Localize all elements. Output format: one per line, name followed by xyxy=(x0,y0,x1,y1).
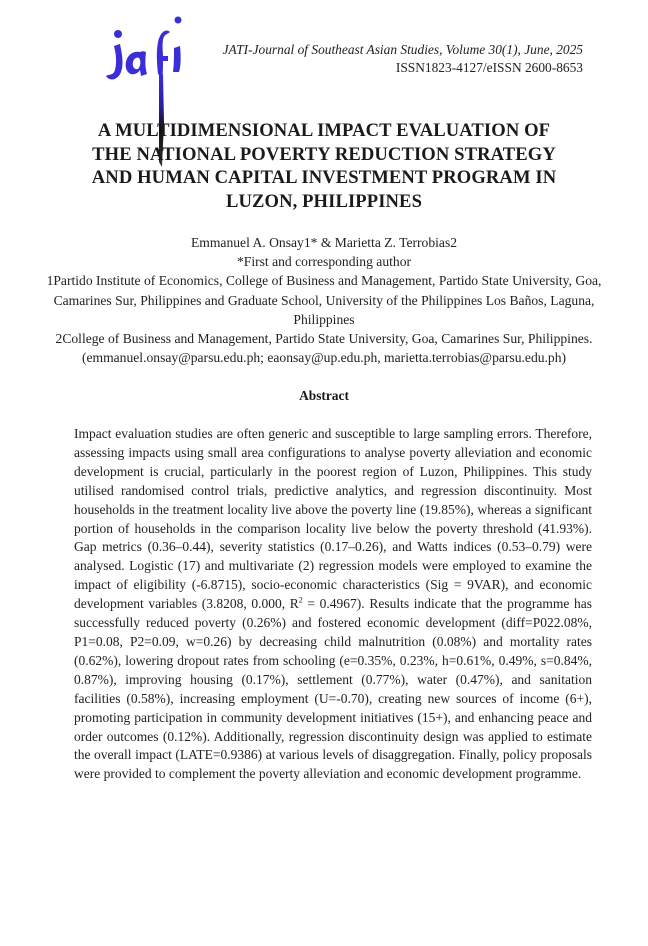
corresponding-author-note: *First and corresponding author xyxy=(236,254,412,270)
affiliation-1: 1Partido Institute of Economics, College of Business and Management, Partido State University, Goa, Camarines Sur, Philippines and Graduate School, University of the Philippines Los Baños, Laguna, Philippines xyxy=(46,273,602,327)
title-line: A MULTIDIMENSIONAL IMPACT EVALUATION OF xyxy=(97,120,551,141)
abstract-text-part1: Impact evaluation studies are often generic and susceptible to large sampling errors. Therefore, assessing impacts using small area configurations to analyse poverty alleviation and economic development is crucial, particularly in the poorest region of Luzon, Philippines. This study utilised randomised control trials, predictive analytics, and regression discontinuity. Most households in the treatment locality live above the poverty line (19.85%), whereas a significant portion of households in the comparison locality live below the poverty threshold (41.93%). Gap metrics (0.36–0.44), severity statistics (0.17–0.26), and Watts indices (0.53–0.79) were analysed. Logistic (17) and multivariate (2) regression models were employed to examine the impact of eligibility (-6.8715), socio-economic characteristics (Sig = 9VAR), and economic development variables (3.8208, 0.000, R xyxy=(74,426,592,612)
author-names: Emmanuel A. Onsay1* & Marietta Z. Terrobias2 xyxy=(190,235,458,250)
journal-issn: ISSN1823-4127/eISSN 2600-8653 xyxy=(395,60,583,75)
paper-title xyxy=(60,119,588,213)
title-line: AND HUMAN CAPITAL INVESTMENT PROGRAM IN xyxy=(91,167,557,188)
abstract-text-part2: = 0.4967). Results indicate that the programme has successfully reduced poverty (0.26%) and fostered economic development (diff=P022.08%, P1=0.08, P2=0.09, w=0.26) by decreasing child malnutrition (0.08%) and mortality rates (0.62%), lowering dropout rates from schooling (e=0.35%, 0.23%, h=0.61%, 0.49%, s=0.84%, 0.87%), improving housing (0.17%), settlement (0.77%), water (0.47%), and sanitation facilities (0.58%), increasing employment (U=-0.70), creating new sources of income (6+), promoting participation in community development initiatives (15+), and enhancing peace and order outcomes (0.12%). Additionally, regression discontinuity design was applied to estimate the overall impact (LATE=0.9386) at various levels of disaggregation. Finally, policy proposals were provided to complement the poverty alleviation and economic development programme. xyxy=(74,596,592,782)
abstract-text xyxy=(74,425,592,784)
title-line: THE NATIONAL POVERTY REDUCTION STRATEGY xyxy=(92,143,556,165)
abstract-heading: Abstract xyxy=(299,388,349,403)
title-line: LUZON, PHILIPPINES xyxy=(225,190,423,212)
journal-citation: JATI-Journal of Southeast Asian Studies, Volume 30(1), June, 2025 xyxy=(222,42,583,57)
affiliation-2: 2College of Business and Management, Partido State University, Goa, Camarines Sur, Philippines. (emmanuel.onsay@parsu.edu.ph; eaonsay@up.edu.ph, marietta.terrobias@parsu.edu.ph) xyxy=(55,331,593,366)
author-block xyxy=(40,233,608,367)
journal-header xyxy=(223,41,583,77)
r-squared-superscript: 2 xyxy=(298,595,303,605)
